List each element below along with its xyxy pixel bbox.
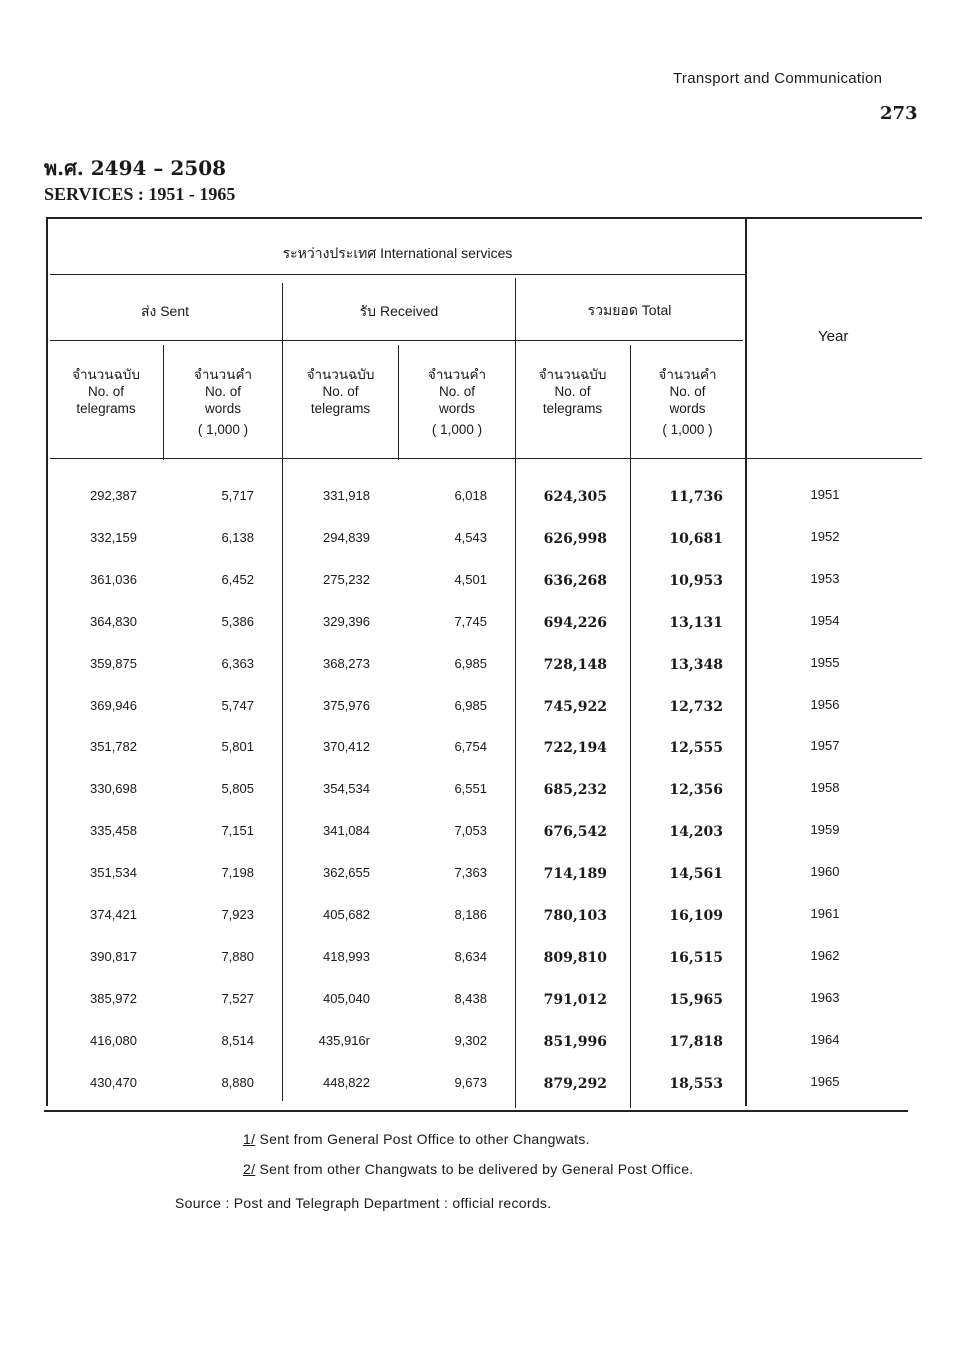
col-header-thai: จำนวนคำ xyxy=(427,367,487,382)
cell-received-words: 6,018 xyxy=(454,488,487,503)
cell-sent-words: 6,363 xyxy=(221,655,254,671)
group-header: ระหว่างประเทศ International services xyxy=(282,245,513,261)
cell-received-words: 8,438 xyxy=(454,990,487,1006)
cell-total-words: 13,131 xyxy=(669,614,723,631)
cell-total-telegrams: 676,542 xyxy=(543,824,607,841)
cell-received-telegrams: 405,040 xyxy=(323,990,370,1006)
cell-sent-telegrams: 374,421 xyxy=(90,907,137,922)
cell-received-telegrams: 275,232 xyxy=(323,571,370,587)
cell-total-telegrams: 745,922 xyxy=(543,698,607,715)
cell-sent-words: 7,923 xyxy=(221,907,254,922)
col-header-thai: จำนวนฉบับ xyxy=(306,367,375,382)
cell-total-telegrams: 851,996 xyxy=(543,1033,607,1050)
cell-received-words: 7,053 xyxy=(454,823,487,839)
cell-received-words: 6,985 xyxy=(454,697,487,713)
cell-sent-telegrams: 416,080 xyxy=(90,1032,137,1048)
cell-total-telegrams: 879,292 xyxy=(543,1075,607,1092)
cell-total-words: 15,965 xyxy=(669,991,723,1008)
cell-sent-words: 8,514 xyxy=(221,1032,254,1048)
col-header-received-telegrams xyxy=(284,366,397,417)
sent-header: ส่ง Sent xyxy=(140,303,190,319)
cell-received-words: 8,186 xyxy=(454,907,487,922)
cell-sent-telegrams: 332,159 xyxy=(90,529,137,545)
col-header-total-words xyxy=(631,366,744,438)
col-header-line2: telegrams xyxy=(542,401,603,416)
cell-sent-words: 7,527 xyxy=(221,990,254,1006)
cell-received-words: 8,634 xyxy=(454,948,487,964)
cell-received-words: 4,501 xyxy=(454,571,487,587)
table-bottom-rule xyxy=(44,1110,908,1112)
cell-sent-words: 5,386 xyxy=(221,613,254,629)
cell-received-telegrams: 341,084 xyxy=(323,823,370,839)
col-header-thai: จำนวนฉบับ xyxy=(72,367,140,382)
cell-year: 1961 xyxy=(810,906,840,921)
col-header-line1: No. of xyxy=(438,384,476,399)
page-number: 273 xyxy=(880,103,918,124)
cell-received-telegrams: 375,976 xyxy=(323,697,370,713)
cell-received-telegrams: 368,273 xyxy=(323,655,370,671)
cell-sent-words: 5,747 xyxy=(221,697,254,713)
title-english: SERVICES : 1951 - 1965 xyxy=(44,184,236,204)
col-header-thai: จำนวนคำ xyxy=(658,367,717,382)
cell-total-words: 16,515 xyxy=(669,949,723,966)
cell-received-words: 4,543 xyxy=(454,529,487,545)
cell-received-telegrams: 329,396 xyxy=(323,613,370,629)
cell-received-telegrams: 435,916r xyxy=(318,1032,370,1048)
cell-sent-words: 6,138 xyxy=(221,529,254,545)
footnote-1 xyxy=(243,1131,590,1147)
col-header-line1: No. of xyxy=(204,384,242,399)
cell-sent-telegrams: 351,782 xyxy=(90,739,137,755)
cell-year: 1958 xyxy=(810,780,840,796)
cell-sent-telegrams: 335,458 xyxy=(90,823,137,839)
cell-total-words: 11,736 xyxy=(669,489,723,505)
cell-received-telegrams: 331,918 xyxy=(323,488,370,503)
title-thai: พ.ศ. 2494 – 2508 xyxy=(44,156,227,180)
cell-received-telegrams: 362,655 xyxy=(323,865,370,881)
cell-sent-telegrams: 359,875 xyxy=(90,655,137,671)
cell-received-words: 6,985 xyxy=(454,655,487,671)
cell-sent-telegrams: 292,387 xyxy=(90,488,137,503)
cell-sent-words: 5,717 xyxy=(221,488,254,503)
footnote-text: Sent from General Post Office to other Changwats. xyxy=(259,1131,590,1147)
cell-total-telegrams: 685,232 xyxy=(543,782,607,799)
cell-year: 1959 xyxy=(810,822,840,838)
footnote-text: Sent from other Changwats to be delivered by General Post Office. xyxy=(259,1161,694,1177)
cell-total-words: 13,348 xyxy=(669,656,723,673)
cell-sent-words: 8,880 xyxy=(221,1074,254,1090)
section-title: Transport and Communication xyxy=(673,70,883,87)
col-header-line1: No. of xyxy=(669,384,706,399)
footnote-2 xyxy=(243,1161,694,1177)
col-header-line2: words xyxy=(669,401,706,416)
footnote-mark: 1/ xyxy=(243,1131,256,1147)
col-header-total-telegrams xyxy=(516,366,629,417)
col-header-unit: ( 1,000 ) xyxy=(662,422,713,437)
cell-year: 1954 xyxy=(810,612,840,628)
cell-total-words: 12,356 xyxy=(669,782,723,799)
sent-received-divider xyxy=(282,283,283,1101)
cell-year: 1956 xyxy=(810,696,840,712)
cell-total-telegrams: 714,189 xyxy=(543,866,607,883)
cell-total-words: 12,555 xyxy=(669,740,723,757)
total-header: รวมยอด Total xyxy=(587,302,672,318)
cell-year: 1964 xyxy=(810,1031,840,1047)
cell-total-words: 10,953 xyxy=(669,572,723,589)
cell-year: 1955 xyxy=(810,654,840,670)
cell-total-telegrams: 626,998 xyxy=(543,530,607,547)
cell-sent-words: 5,805 xyxy=(221,781,254,797)
col-header-sent-telegrams xyxy=(50,366,162,417)
cell-sent-words: 5,801 xyxy=(221,739,254,755)
cell-year: 1952 xyxy=(810,528,840,544)
cell-total-telegrams: 624,305 xyxy=(543,489,607,505)
col-divider-1 xyxy=(163,345,164,460)
cell-year: 1963 xyxy=(810,989,840,1005)
cell-received-words: 7,363 xyxy=(454,865,487,881)
col-header-line1: No. of xyxy=(87,384,125,399)
cell-total-words: 18,553 xyxy=(669,1075,723,1092)
year-header: Year xyxy=(818,328,849,345)
cell-received-telegrams: 418,993 xyxy=(323,948,370,964)
cell-year: 1957 xyxy=(810,738,840,754)
cell-sent-telegrams: 430,470 xyxy=(90,1074,137,1090)
footnote-mark: 2/ xyxy=(243,1161,256,1177)
cell-total-telegrams: 780,103 xyxy=(543,908,607,924)
source-note: Source : Post and Telegraph Department : official records. xyxy=(175,1195,552,1211)
cell-sent-telegrams: 330,698 xyxy=(90,781,137,797)
cell-year: 1962 xyxy=(810,947,840,963)
col-header-line2: telegrams xyxy=(310,401,371,416)
cell-total-telegrams: 728,148 xyxy=(543,656,607,673)
col-header-thai: จำนวนฉบับ xyxy=(538,367,607,382)
cell-sent-telegrams: 385,972 xyxy=(90,990,137,1006)
cell-sent-words: 7,880 xyxy=(221,948,254,964)
cell-received-telegrams: 354,534 xyxy=(323,781,370,797)
year-divider xyxy=(745,218,747,1106)
group-rule xyxy=(50,274,745,275)
cell-sent-telegrams: 390,817 xyxy=(90,948,137,964)
cell-received-words: 9,302 xyxy=(454,1032,487,1048)
cell-received-telegrams: 405,682 xyxy=(323,907,370,922)
cell-sent-words: 7,198 xyxy=(221,865,254,881)
cell-total-telegrams: 636,268 xyxy=(543,572,607,589)
cell-total-words: 12,732 xyxy=(669,698,723,715)
cell-total-telegrams: 809,810 xyxy=(543,949,607,966)
col-header-unit: ( 1,000 ) xyxy=(431,422,483,437)
subgroup-rule xyxy=(50,340,743,341)
col-header-line2: words xyxy=(204,401,241,416)
col-header-line2: telegrams xyxy=(76,401,136,416)
cell-total-words: 10,681 xyxy=(669,530,723,547)
cell-sent-words: 6,452 xyxy=(221,571,254,587)
cell-received-telegrams: 294,839 xyxy=(323,529,370,545)
col-header-line1: No. of xyxy=(554,384,591,399)
cell-total-telegrams: 791,012 xyxy=(543,991,607,1008)
col-header-received-words xyxy=(399,366,515,438)
col-header-thai: จำนวนคำ xyxy=(193,367,253,382)
cell-year: 1960 xyxy=(810,864,840,880)
header-bottom-rule xyxy=(50,458,922,459)
cell-sent-words: 7,151 xyxy=(221,823,254,839)
cell-received-words: 6,754 xyxy=(454,739,487,755)
cell-total-words: 16,109 xyxy=(669,908,723,924)
cell-total-words: 14,561 xyxy=(669,866,723,883)
cell-sent-telegrams: 364,830 xyxy=(90,613,137,629)
col-header-sent-words xyxy=(165,366,281,438)
col-header-line1: No. of xyxy=(322,384,359,399)
cell-sent-telegrams: 351,534 xyxy=(90,865,137,881)
col-header-line2: words xyxy=(438,401,475,416)
received-header: รับ Received xyxy=(359,303,439,319)
cell-sent-telegrams: 361,036 xyxy=(90,571,137,587)
cell-year: 1965 xyxy=(810,1073,840,1089)
cell-year: 1951 xyxy=(810,487,840,502)
cell-received-words: 7,745 xyxy=(454,613,487,629)
cell-received-words: 9,673 xyxy=(454,1074,487,1090)
col-header-unit: ( 1,000 ) xyxy=(197,422,249,437)
cell-total-telegrams: 694,226 xyxy=(543,614,607,631)
cell-total-words: 17,818 xyxy=(669,1033,723,1050)
table-top-rule xyxy=(46,217,922,219)
cell-total-telegrams: 722,194 xyxy=(543,740,607,757)
cell-sent-telegrams: 369,946 xyxy=(90,697,137,713)
cell-received-words: 6,551 xyxy=(454,781,487,797)
cell-total-words: 14,203 xyxy=(669,824,723,841)
cell-year: 1953 xyxy=(810,570,840,586)
cell-received-telegrams: 370,412 xyxy=(323,739,370,755)
cell-received-telegrams: 448,822 xyxy=(323,1074,370,1090)
